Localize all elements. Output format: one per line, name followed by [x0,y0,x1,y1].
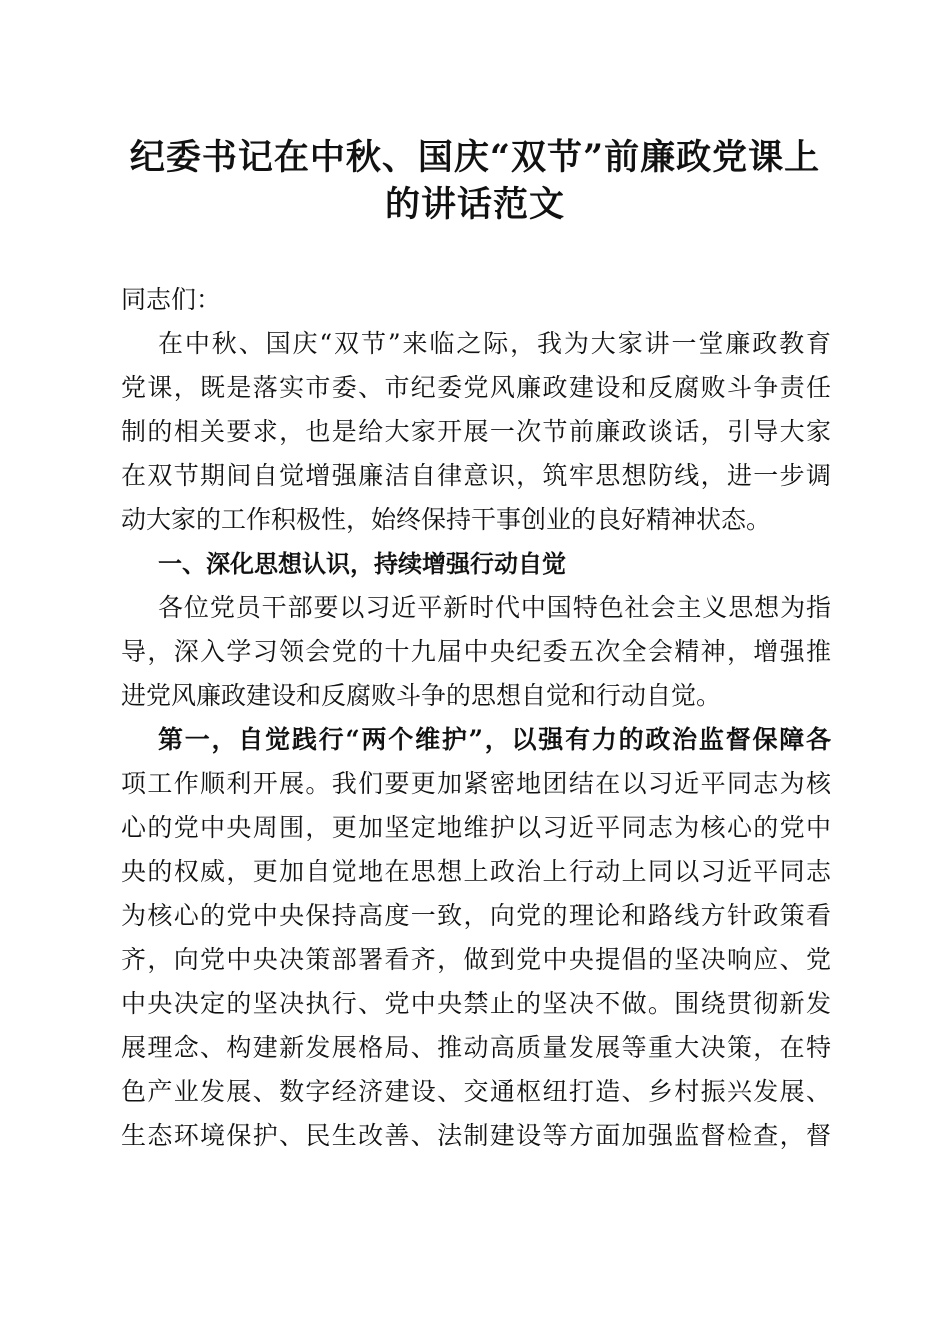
paragraph-line: 齐，向党中央决策部署看齐，做到党中央提倡的坚决响应、党 [121,945,831,974]
section-heading-1: 一、深化思想认识，持续增强行动自觉 [158,550,566,578]
paragraph-line: 动大家的工作积极性，始终保持干事创业的良好精神状态。 [121,505,772,534]
title-line-1: 纪委书记在中秋、国庆“双节”前廉政党课上 [129,137,821,178]
paragraph-line: 项工作顺利开展。我们要更加紧密地团结在以习近平同志为核 [121,769,831,798]
paragraph-line: 进党风廉政建设和反腐败斗争的思想自觉和行动自觉。 [121,681,722,710]
document-title [100,134,850,228]
paragraph-line: 制的相关要求，也是给大家开展一次节前廉政谈话，引导大家 [121,417,831,446]
paragraph-line: 央的权威，更加自觉地在思想上政治上行动上同以习近平同志 [121,857,831,886]
paragraph-line: 导，深入学习领会党的十九届中央纪委五次全会精神，增强推 [121,637,831,666]
paragraph-line: 党课，既是落实市委、市纪委党风廉政建设和反腐败斗争责任 [121,373,831,402]
paragraph-line: 心的党中央周围，更加坚定地维护以习近平同志为核心的党中 [121,813,831,842]
paragraph-line: 展理念、构建新发展格局、推动高质量发展等重大决策，在特 [121,1033,831,1062]
paragraph-point-one [121,724,831,1164]
paragraph-intro [121,328,831,548]
paragraph-line: 中央决定的坚决执行、党中央禁止的坚决不做。围绕贯彻新发 [121,989,831,1018]
paragraph-line: 在双节期间自觉增强廉洁自律意识，筑牢思想防线，进一步调 [121,461,831,490]
document-body [121,284,831,1164]
paragraph-section1 [121,592,831,724]
paragraph-line: 在中秋、国庆“双节”来临之际，我为大家讲一堂廉政教育 [158,329,831,358]
paragraph-line: 色产业发展、数字经济建设、交通枢纽打造、乡村振兴发展、 [121,1077,831,1106]
title-line-2: 的讲话范文 [384,184,565,225]
paragraph-line: 各位党员干部要以习近平新时代中国特色社会主义思想为指 [158,593,831,622]
paragraph-line: 为核心的党中央保持高度一致，向党的理论和路线方针政策看 [121,901,831,930]
point-one-lead: 第一，自觉践行“两个维护”，以强有力的政治监督保障各 [158,725,831,754]
salutation: 同志们： [121,285,222,314]
paragraph-line: 生态环境保护、民生改善、法制建设等方面加强监督检查，督 [121,1121,831,1150]
